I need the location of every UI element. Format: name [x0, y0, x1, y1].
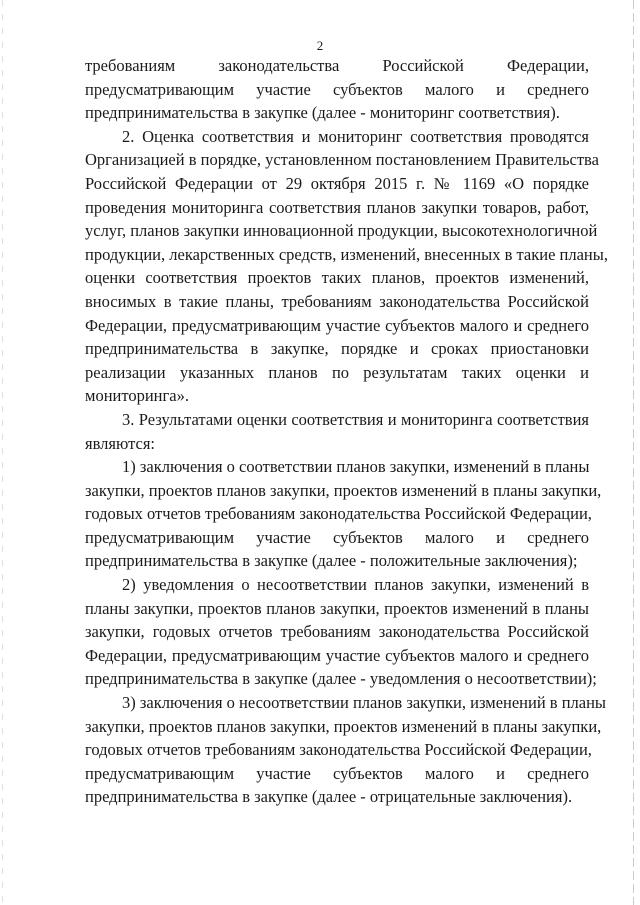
scan-edge-left [2, 0, 3, 905]
text-line: планы закупки, проектов планов закупки, проектов изменений в планы [85, 598, 589, 618]
document-body [85, 54, 608, 809]
text-line: требованиям законодательства Российской Федерации, [85, 56, 589, 75]
text-line: предпринимательства в закупке (далее - отрицательные заключения). [85, 787, 573, 807]
text-line: предусматривающим участие субъектов малого и среднего [85, 527, 589, 547]
text-line: 3) заключения о несоответствии планов закупки, изменений в планы [122, 693, 607, 713]
text-line: Федерации, предусматривающим участие субъектов малого и среднего [85, 645, 589, 665]
text-line: 2) уведомления о несоответствии планов закупки, изменений в [122, 575, 589, 595]
text-line: Российской Федерации от 29 октября 2015 г. № 1169 «О порядке [85, 173, 589, 193]
text-line: предпринимательства в закупке (далее - уведомления о несоответствии); [85, 669, 597, 689]
text-line: предпринимательства в закупке (далее - мониторинг соответствия). [85, 103, 560, 123]
paragraph [85, 455, 602, 573]
text-line: 3. Результатами оценки соответствия и мониторинга соответствия [122, 409, 589, 429]
text-line: услуг, планов закупки инновационной продукции, высокотехнологичной [85, 221, 598, 241]
paragraph [85, 573, 597, 691]
text-line: закупки, годовых отчетов требованиям законодательства Российской [85, 622, 589, 642]
text-line: проведения мониторинга соответствия планов закупки товаров, работ, [85, 197, 589, 217]
text-line: продукции, лекарственных средств, изменений, внесенных в такие планы, [85, 244, 608, 264]
scan-edge-right [633, 0, 634, 905]
text-line: 1) заключения о соответствии планов закупки, изменений в планы [122, 457, 590, 477]
text-line: закупки, проектов планов закупки, проектов изменений в планы закупки, [85, 716, 602, 736]
text-line: Федерации, предусматривающим участие субъектов малого и среднего [85, 315, 589, 335]
paragraph [85, 691, 607, 809]
page-number: 2 [316, 38, 324, 53]
text-line: годовых отчетов требованиям законодательства Российской Федерации, [85, 740, 592, 760]
text-line: являются: [85, 433, 156, 453]
text-line: мониторинга». [85, 386, 189, 406]
text-line: годовых отчетов требованиям законодательства Российской Федерации, [85, 504, 592, 524]
text-line: реализации указанных планов по результатам таких оценки и [85, 362, 589, 382]
text-line: предусматривающим участие субъектов малого и среднего [85, 79, 589, 99]
text-line: предпринимательства в закупке (далее - положительные заключения); [85, 551, 578, 571]
paragraph [85, 125, 608, 408]
paragraph [85, 408, 589, 455]
text-line: закупки, проектов планов закупки, проектов изменений в планы закупки, [85, 480, 602, 500]
paragraph [85, 54, 589, 125]
text-line: оценки соответствия проектов таких планов, проектов изменений, [85, 268, 589, 288]
text-line: предусматривающим участие субъектов малого и среднего [85, 763, 589, 783]
text-line: предпринимательства в закупке, порядке и сроках приостановки [85, 339, 589, 359]
text-line: Организацией в порядке, установленном постановлением Правительства [85, 150, 599, 170]
text-line: вносимых в такие планы, требованиям законодательства Российской [85, 291, 589, 311]
text-line: 2. Оценка соответствия и мониторинг соответствия проводятся [122, 126, 589, 146]
